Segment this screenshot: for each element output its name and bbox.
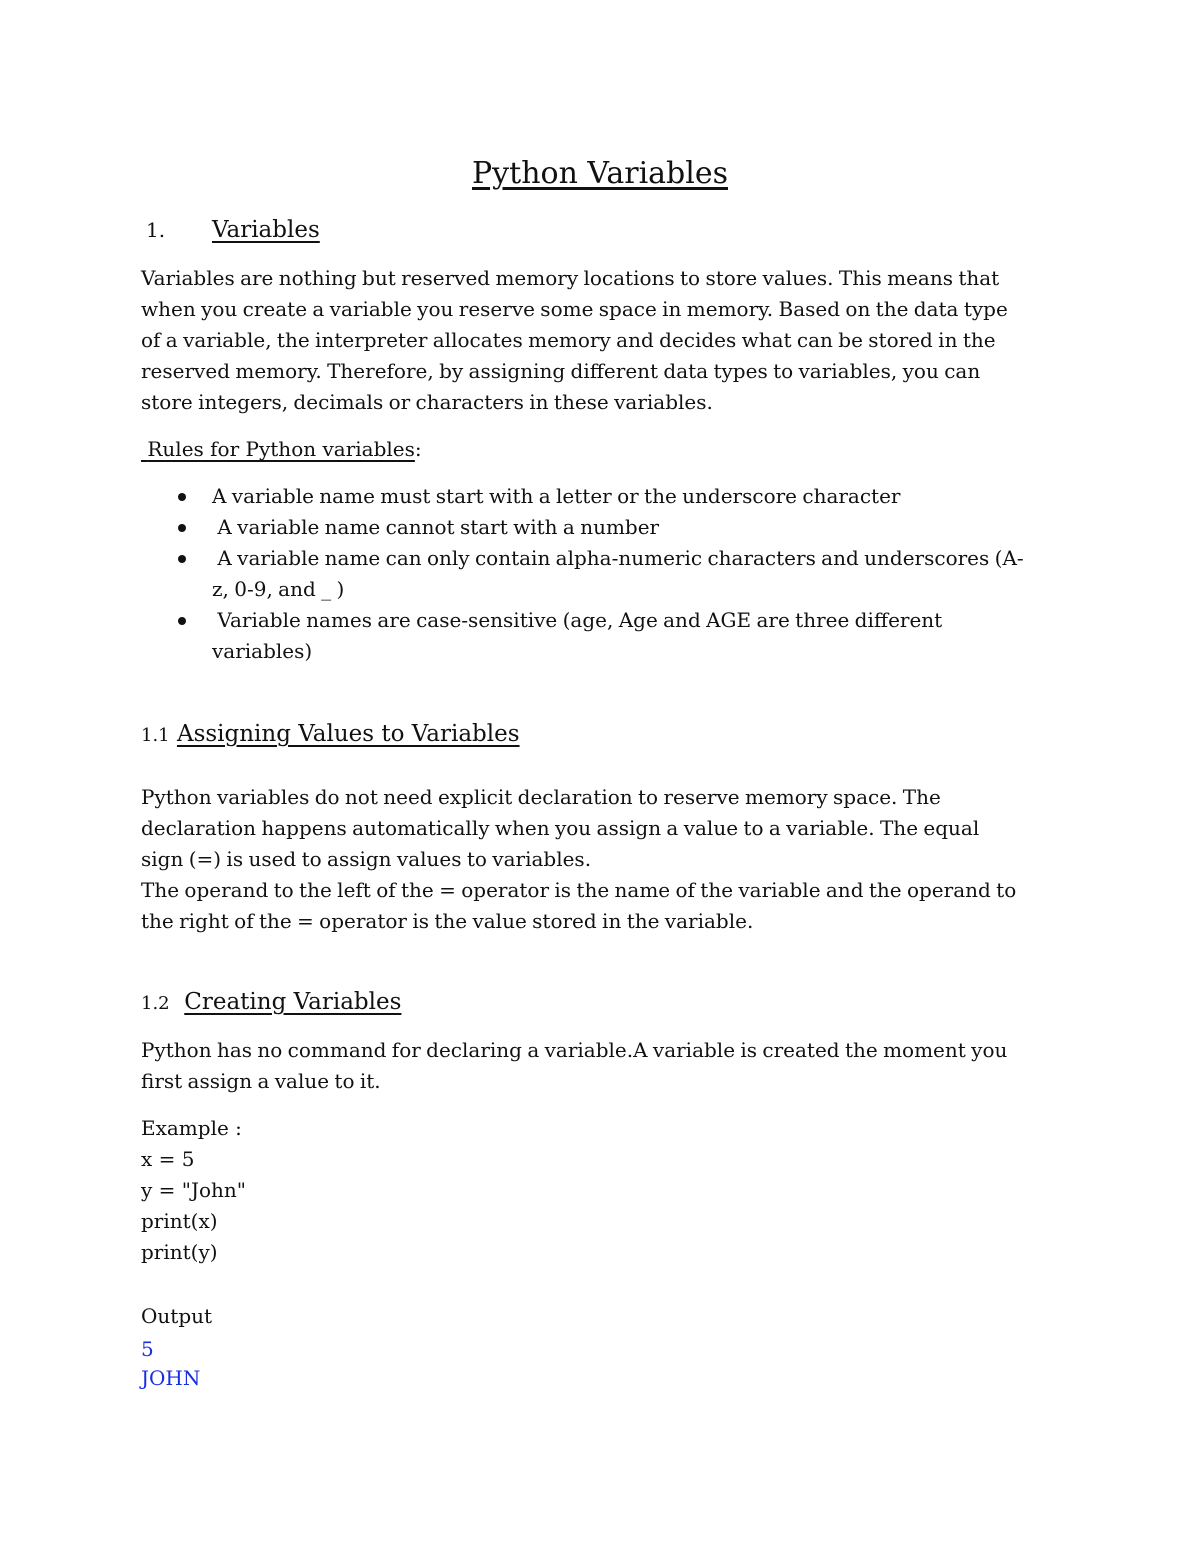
code-line: print(x)	[141, 1209, 218, 1233]
section-1-1-heading	[141, 714, 520, 756]
paragraph-line: first assign a value to it.	[141, 1069, 381, 1093]
section-1-heading	[146, 210, 320, 250]
section-1-2-title: Creating Variables	[184, 989, 402, 1015]
list-item	[141, 605, 1071, 667]
paragraph-line: Python has no command for declaring a variable.A variable is created the moment you	[141, 1038, 1008, 1062]
rules-label	[141, 434, 422, 465]
section-1-1-number: 1.1	[141, 725, 170, 746]
section-1-number: 1.	[146, 218, 166, 242]
section-1-2-paragraph	[141, 1035, 1071, 1097]
code-line: y = "John"	[141, 1178, 246, 1202]
rule-text: A variable name must start with a letter or the underscore character	[212, 484, 901, 508]
code-line: print(y)	[141, 1240, 218, 1264]
output-values	[141, 1335, 200, 1393]
paragraph-line: reserved memory. Therefore, by assigning different data types to variables, you can	[141, 359, 981, 383]
output-line: JOHN	[141, 1366, 201, 1390]
paragraph-line: sign (=) is used to assign values to variables.	[141, 847, 592, 871]
bullet-icon	[178, 524, 186, 532]
output-line: 5	[141, 1337, 154, 1361]
paragraph-line: store integers, decimals or characters in these variables.	[141, 390, 713, 414]
section-1-title: Variables	[212, 217, 320, 243]
paragraph-line: of a variable, the interpreter allocates memory and decides what can be stored in the	[141, 328, 996, 352]
paragraph-line: declaration happens automatically when you assign a value to a variable. The equal	[141, 816, 980, 840]
section-1-2-heading	[141, 982, 401, 1024]
rule-text: A variable name cannot start with a number	[217, 515, 660, 539]
bullet-icon	[178, 617, 186, 625]
section-1-1-title: Assigning Values to Variables	[176, 721, 520, 747]
rule-text: A variable name can only contain alpha-numeric characters and underscores (A-z, 0-9, and _ )	[212, 546, 1024, 601]
example-label: Example :	[141, 1116, 242, 1140]
bullet-icon	[178, 493, 186, 501]
code-example	[141, 1113, 246, 1268]
paragraph-line: Variables are nothing but reserved memory locations to store values. This means that	[141, 266, 1000, 290]
paragraph-line: when you create a variable you reserve some space in memory. Based on the data type	[141, 297, 1008, 321]
paragraph-line: the right of the = operator is the value stored in the variable.	[141, 909, 754, 933]
list-item	[141, 512, 1071, 543]
rules-label-colon: :	[414, 437, 422, 461]
output-label: Output	[141, 1304, 213, 1328]
paragraph-line: The operand to the left of the = operator is the name of the variable and the operand to	[141, 878, 1017, 902]
list-item	[141, 543, 1071, 605]
list-item	[141, 481, 1071, 512]
rule-text: Variable names are case-sensitive (age, Age and AGE are three different variables)	[212, 608, 943, 663]
bullet-icon	[178, 555, 186, 563]
page-title: Python Variables	[472, 156, 728, 191]
rules-list	[141, 481, 1071, 667]
rules-label-text: Rules for Python variables	[147, 437, 415, 461]
code-line: x = 5	[141, 1147, 195, 1171]
paragraph-line: Python variables do not need explicit declaration to reserve memory space. The	[141, 785, 941, 809]
section-1-2-number: 1.2	[141, 993, 170, 1014]
section-1-paragraph	[141, 263, 1071, 418]
section-1-1-paragraph	[141, 782, 1071, 937]
